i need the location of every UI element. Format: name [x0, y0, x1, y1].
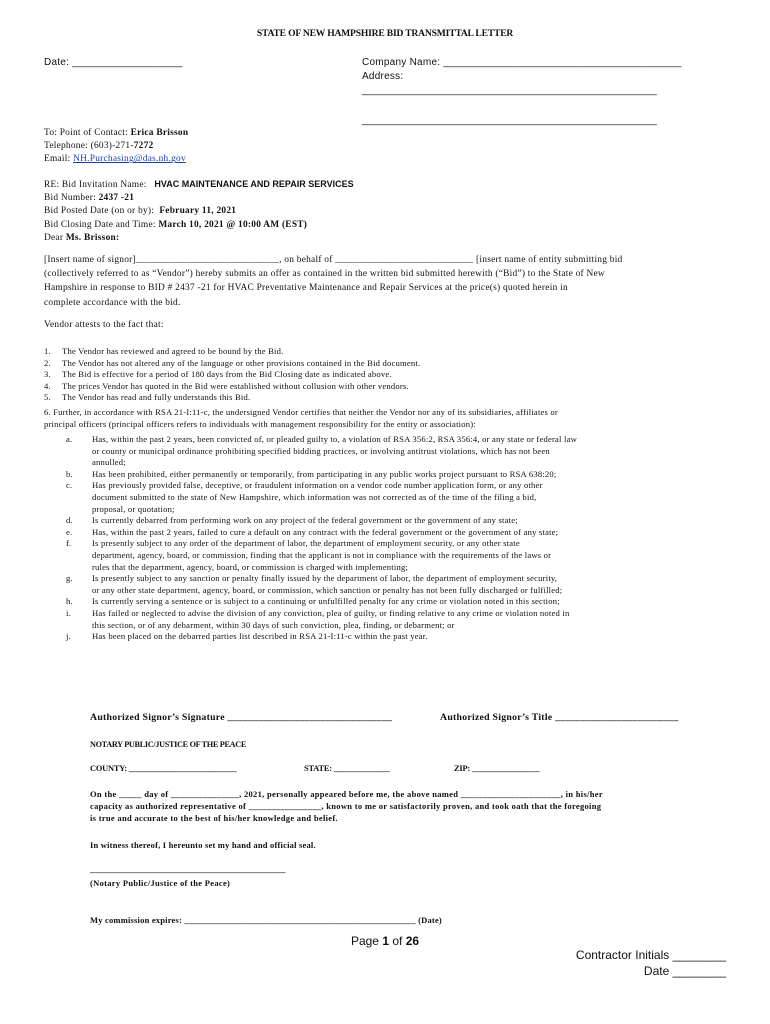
- signor-title-field[interactable]: Authorized Signor’s Title ________________________: [440, 712, 679, 723]
- lettered-list: [66, 434, 736, 643]
- list-item: 4. The prices Vendor has quoted in the Bid were established without collusion with other vendors.: [44, 380, 409, 391]
- zip-field[interactable]: ZIP: _________________: [454, 764, 540, 773]
- telephone-value: 7272: [133, 141, 154, 152]
- intro-line: complete accordance with the bid.: [44, 297, 181, 308]
- list-item: e. Has, within the past 2 years, failed to cure a default on any contract with the federal government or the government of any state;: [66, 526, 559, 537]
- list-item: b. Has been prohibited, either permanently or temporarily, from participating in any public works project pursuant to RSA 638:20;: [66, 468, 557, 479]
- contact-block: [44, 127, 188, 167]
- bid-number-value: 2437 -21: [98, 193, 135, 204]
- bid-info-block: [44, 178, 354, 245]
- witness-statement: In witness thereof, I hereunto set my hand and official seal.: [90, 840, 316, 850]
- point-of-contact-label: To: Point of Contact:: [44, 128, 129, 138]
- intro-paragraph: [44, 253, 623, 310]
- email-link[interactable]: NH.Purchasing@das.nh.gov: [73, 154, 186, 165]
- salutation-value: Ms. Brisson:: [65, 232, 120, 243]
- page-indicator: Page 1 of 26: [350, 934, 420, 948]
- list-item: 2. The Vendor has not altered any of the language or other provisions contained in the Bid document.: [44, 357, 421, 368]
- contractor-initials-field[interactable]: Contractor Initials ________: [575, 948, 726, 962]
- list-item: a. Has, within the past 2 years, been convicted of, or pleaded guilty to, a violation of RSA 356:2, RSA 356:4, or any state or federal law or county or municipal ordinance prohibiting specified bidding practices, or involving antitrust violations, which has not been annulled;: [66, 434, 577, 468]
- bid-posted-value: February 11, 2021: [159, 206, 237, 217]
- list-item: d. Is currently debarred from performing work on any project of the federal government or the government of any state;: [66, 515, 518, 526]
- document-title: STATE OF NEW HAMPSHIRE BID TRANSMITTAL LETTER: [256, 28, 514, 39]
- commission-expires-field[interactable]: My commission expires: ____________________________________________________ (Date): [90, 915, 442, 925]
- list-item: f. Is presently subject to any order of the department of labor, the department of employment security, or any other state department, agency, board, or commission, finding that the applicant is not in compliance with the requirements of the laws or rules that the department, agency, board, or commission is charged with implementing;: [66, 538, 552, 572]
- footer-date-field[interactable]: Date ________: [643, 964, 726, 978]
- list-item: i. Has failed or neglected to advise the division of any conviction, plea of guilty, or finding relative to any crime or violation noted in this section, or of any debarment, within 30 days of such conviction, plea, finding, or debarment; or: [66, 607, 570, 630]
- county-field[interactable]: COUNTY: ___________________________: [90, 764, 237, 773]
- notary-signature-caption: (Notary Public/Justice of the Peace): [90, 878, 231, 888]
- email-label: Email:: [44, 154, 74, 165]
- date-field-label: Date: ___________________: [44, 57, 183, 68]
- list-item: j. Has been placed on the debarred parties list described in RSA 21-I:11-c within the past year.: [66, 631, 428, 642]
- intro-line: Hampshire in response to BID # 2437 -21 for HVAC Preventative Maintenance and Repair Services at the price(s) quoted herein in: [44, 283, 568, 294]
- notary-heading: NOTARY PUBLIC/JUSTICE OF THE PEACE: [90, 740, 247, 749]
- bid-closing-value: March 10, 2021 @ 10:00 AM (EST): [158, 219, 308, 230]
- point-of-contact-value: Erica Brisson: [130, 128, 189, 138]
- bid-posted-label: Bid Posted Date (on or by):: [44, 206, 155, 217]
- bid-invitation-label: RE: Bid Invitation Name:: [44, 180, 147, 190]
- list-item: 3. The Bid is effective for a period of 180 days from the Bid Closing date as indicated above.: [44, 369, 392, 380]
- state-field[interactable]: STATE: ______________: [304, 764, 390, 773]
- list-item: 5. The Vendor has read and fully understands this Bid.: [44, 392, 251, 403]
- notary-paragraph: On the _____ day of _______________, 2021, personally appeared before me, the above named ______________________, in his/her capacity as authorized representative of ________________, known to me or satisfactorily proven, and took oath that the foregoing is true and accurate to the best of his/her knowledge and belief.: [90, 789, 603, 824]
- attests-heading: Vendor attests to the fact that:: [44, 320, 164, 330]
- bid-closing-label: Bid Closing Date and Time:: [44, 219, 156, 230]
- telephone-label: Telephone: (603)-271-: [44, 141, 134, 152]
- signor-signature-field[interactable]: Authorized Signor’s Signature ________________________________: [90, 712, 393, 723]
- intro-line: (collectively referred to as “Vendor”) hereby submits an offer as contained in the written bid submitted herewith (“Bid”) to the State of New: [44, 269, 605, 280]
- numbered-list: [44, 346, 734, 404]
- list-item: 1. The Vendor has reviewed and agreed to be bound by the Bid.: [44, 346, 284, 356]
- address-line-2: _____________________________________________________: [362, 115, 657, 126]
- salutation-label: Dear: [44, 232, 66, 243]
- address-line-1: _____________________________________________________: [362, 85, 657, 96]
- list-item: h. Is currently serving a sentence or is subject to a continuing or unfulfilled penalty for any crime or violation noted in this section;: [66, 596, 560, 607]
- list-item: g. Is presently subject to any sanction or penalty finally issued by the department of labor, the department of employment security, or any other state department, agency, board, or commission, which sanction or penalty has not been fully discharged or fulfilled;: [66, 573, 563, 595]
- address-label: Address:: [362, 71, 404, 82]
- bid-number-label: Bid Number:: [44, 193, 96, 204]
- company-name-label: Company Name: _________________________________________: [362, 57, 682, 68]
- bid-invitation-value: HVAC MAINTENANCE AND REPAIR SERVICES: [154, 179, 354, 189]
- intro-line: [Insert name of signor]_____________________________, on behalf of ____________________________ [insert name of entity submitting bid: [44, 255, 623, 265]
- notary-signature-line[interactable]: ______________________________________________: [90, 864, 286, 874]
- list-item: c. Has previously provided false, deceptive, or fraudulent information on a vendor code number application form, or any other document submitted to the state of New Hampshire, which information was not corrected as of the time of the filing a bid, proposal, or quotation;: [66, 480, 543, 514]
- item-6-paragraph: 6. Further, in accordance with RSA 21-I:11-c, the undersigned Vendor certifies that neither the Vendor nor any of its subsidiaries, affiliates or principal officers (principal officers refers to individuals with management responsibility for the entity or association):: [44, 407, 558, 429]
